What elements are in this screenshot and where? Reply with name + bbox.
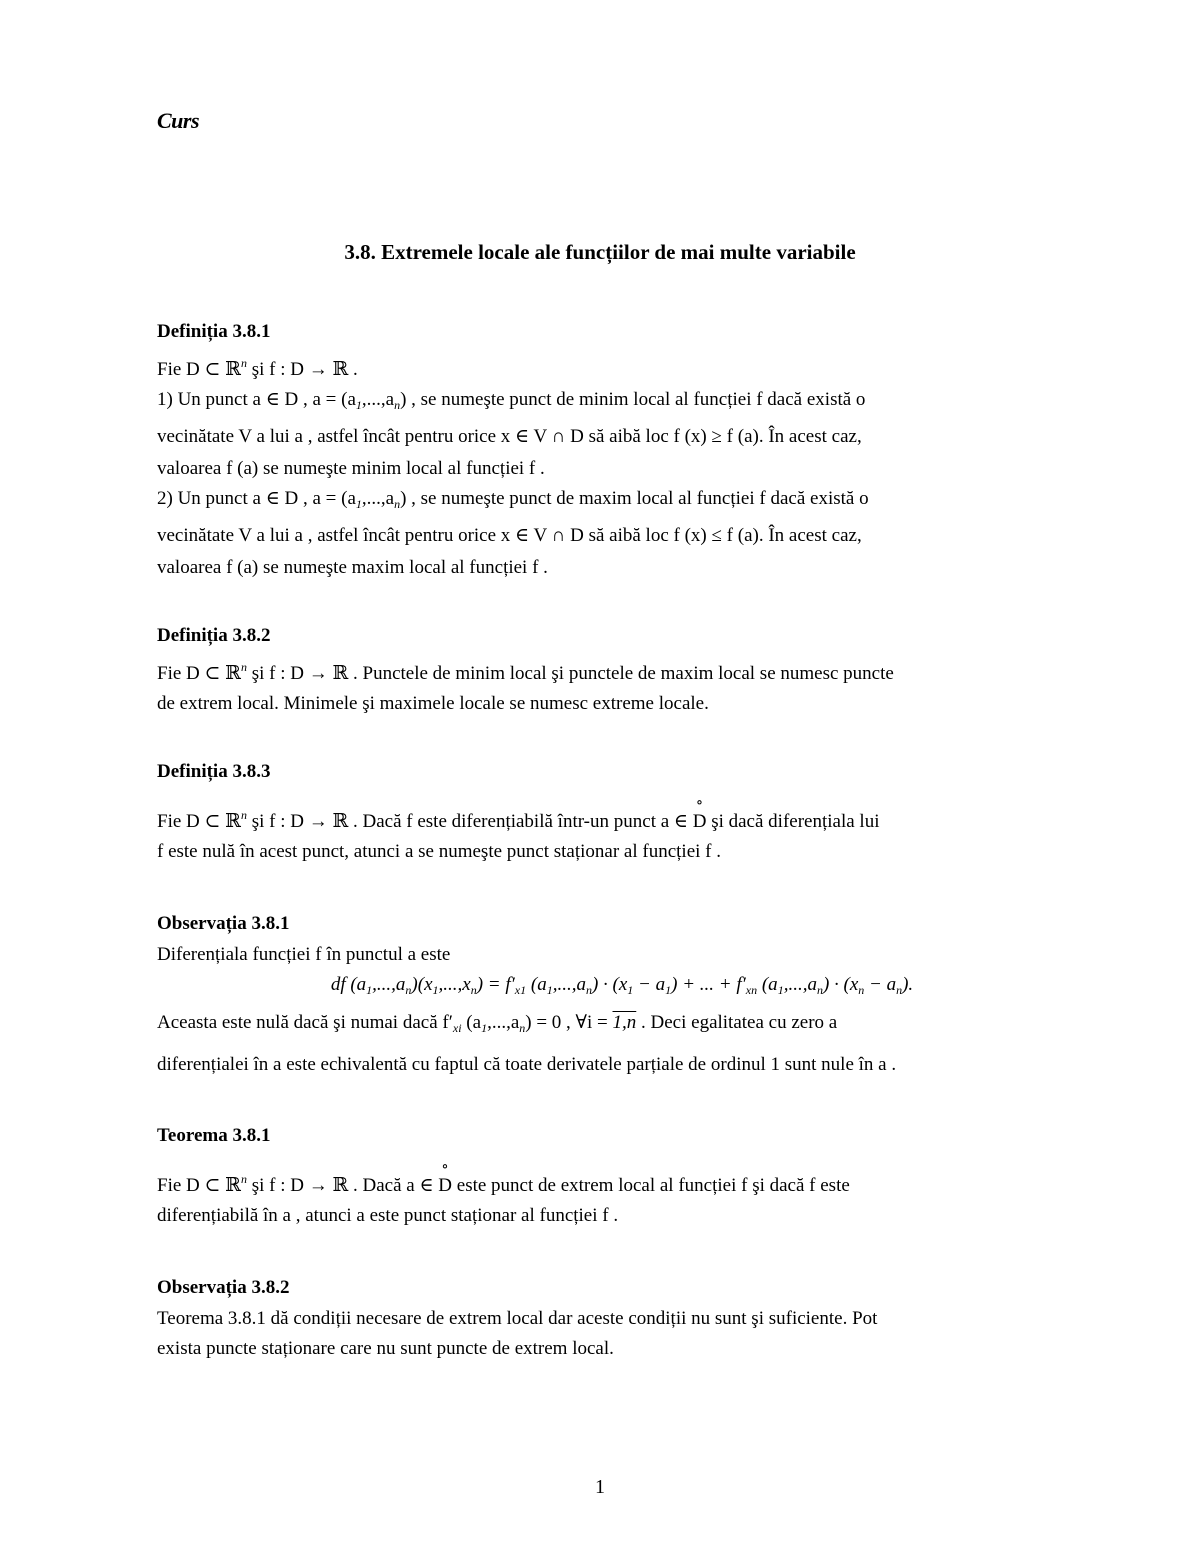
text-line: valoarea f (a) se numeşte maxim local al funcției f . xyxy=(157,557,548,578)
page-number: 1 xyxy=(595,1476,605,1498)
definition-heading: Definiția 3.8.3 xyxy=(157,761,271,782)
text-line: diferențiabilă în a , atunci a este punct staționar al funcției f . xyxy=(157,1205,619,1226)
text-line: diferențialei în a este echivalentă cu faptul că toate derivatele parțiale de ordinul 1 sunt nule în a . xyxy=(157,1054,897,1075)
theorem-3-8-1 xyxy=(157,1120,1037,1231)
definition-heading: Definiția 3.8.2 xyxy=(157,625,271,646)
differential-formula: df $(a_1,...,a_n)(x_1,...,x_n) = f'_{x1}$ $(a_1,...,a_n) \cdot (x_1 - a_1)$ + ... + $f'_{xn}$ $(a_1,...,a_n) \cdot (x_n - a_n)$. xyxy=(330,974,914,997)
text-line: Fie D ⊂ ℝ$^n$ şi f : D → ℝ . Dacă a ∈ ∘ D este punct de extrem local al funcției f şi dacă f este xyxy=(157,1164,1037,1201)
definition-3-8-3 xyxy=(157,756,1037,867)
definition-3-8-1 xyxy=(157,316,1037,583)
observation-heading: Observația 3.8.2 xyxy=(157,1277,290,1298)
text-line: 2) Un punct a ∈ D , $a = (a_1,...,a_n)$ , se numeşte punct de maxim local al funcției f dacă există o xyxy=(157,488,869,511)
text-line: Teorema 3.8.1 dă condiții necesare de extrem local dar aceste condiții nu sunt şi suficiente. Pot xyxy=(157,1308,878,1329)
text-line: vecinătate V a lui a , astfel încât pentru orice x ∈ V ∩ D să aibă loc f (x) ≥ f (a). În acest caz, xyxy=(157,426,862,447)
text-line: de extrem local. Minimele şi maximele locale se numesc extreme locale. xyxy=(157,693,709,714)
text-line: vecinătate V a lui a , astfel încât pentru orice x ∈ V ∩ D să aibă loc f (x) ≤ f (a). În acest caz, xyxy=(157,525,862,546)
course-label: Curs xyxy=(157,108,200,133)
text-line: exista puncte staționare care nu sunt puncte de extrem local. xyxy=(157,1338,614,1359)
text-line: 1) Un punct a ∈ D , $a = (a_1,...,a_n)$ , se numeşte punct de minim local al funcției f dacă există o xyxy=(157,389,866,412)
interior-symbol: ∘ D xyxy=(438,1171,452,1201)
theorem-heading: Teorema 3.8.1 xyxy=(157,1125,271,1146)
text-line: f este nulă în acest punct, atunci a se numeşte punct staționar al funcției f . xyxy=(157,841,721,862)
observation-3-8-2 xyxy=(157,1272,1037,1364)
text-line: Aceasta este nulă dacă şi numai dacă $f'_{xi}$ $(a_1,...,a_n) = 0$ , ∀i = 1,n . Deci egalitatea cu zero a xyxy=(157,1012,838,1035)
interior-symbol: ∘ D xyxy=(693,807,707,837)
text-line: Fie D ⊂ ℝ$^n$ şi f : D → ℝ . Punctele de minim local şi punctele de maxim local se numesc puncte xyxy=(157,660,894,684)
text-line: valoarea f (a) se numeşte minim local al funcției f . xyxy=(157,458,545,479)
section-title: 3.8. Extremele locale ale funcțiilor de mai multe variabile xyxy=(344,240,856,264)
text-line: Fie D ⊂ ℝ$^n$ şi f : D → ℝ . xyxy=(157,356,358,380)
definition-heading: Definiția 3.8.1 xyxy=(157,321,271,342)
text-line: Diferențiala funcției f în punctul a este xyxy=(157,944,451,965)
text-line: Fie D ⊂ ℝ$^n$ şi f : D → ℝ . Dacă f este diferențiabilă într-un punct a ∈ ∘ D şi dacă diferențiala lui xyxy=(157,800,1037,837)
observation-heading: Observația 3.8.1 xyxy=(157,913,290,934)
observation-3-8-1 xyxy=(157,908,1037,1084)
definition-3-8-2 xyxy=(157,620,1037,719)
